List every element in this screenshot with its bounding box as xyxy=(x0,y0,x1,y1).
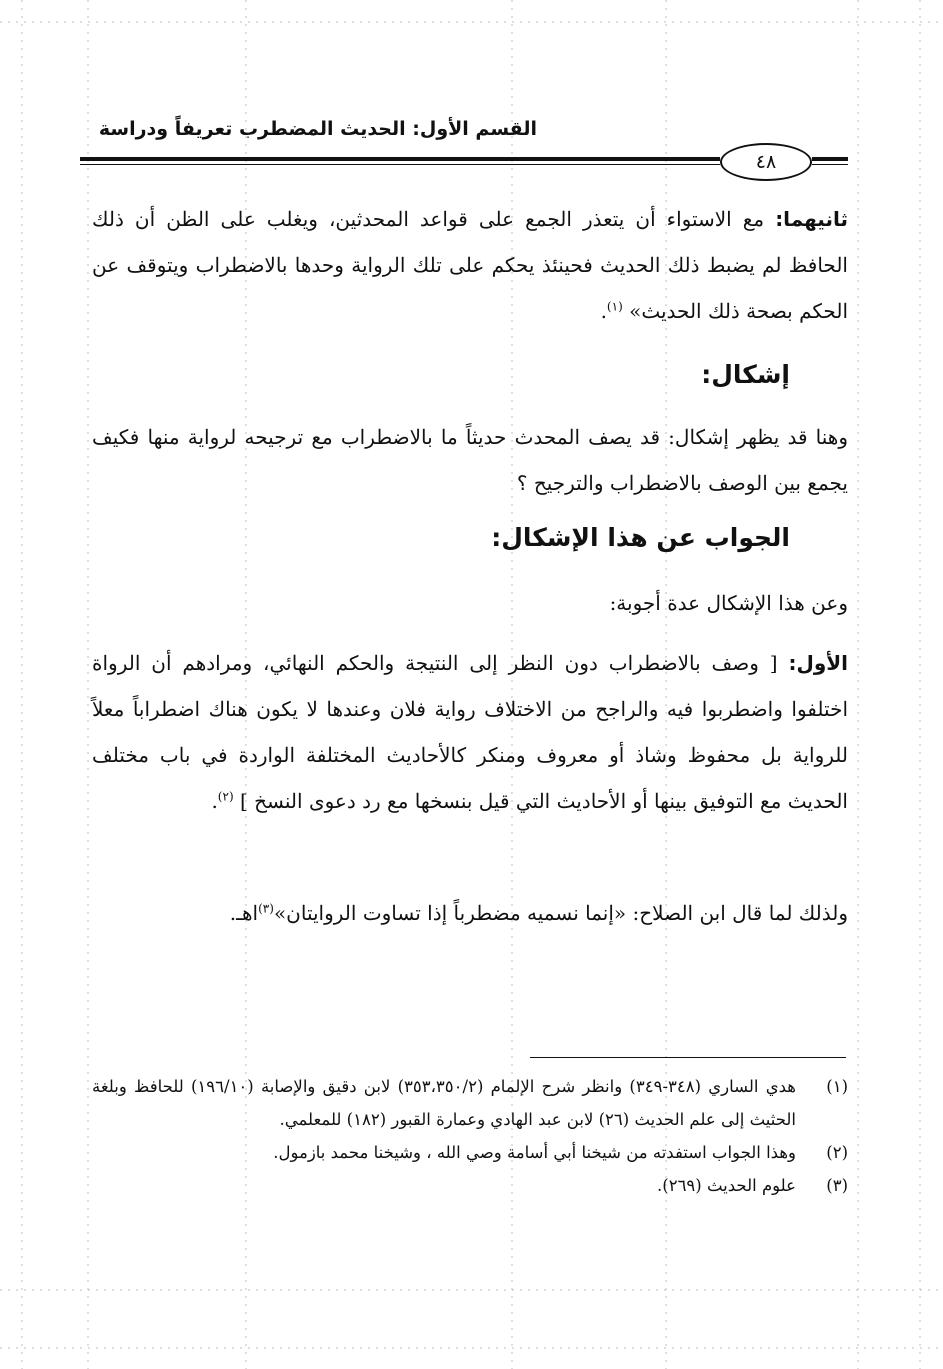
section-heading-problem: إشكال: xyxy=(701,360,790,389)
paragraph-text: وهنا قد يظهر إشكال: قد يصف المحدث حديثاً ما بالاضطراب مع ترجيحه لرواية منها فكيف يجمع بين الوصف بالاضطراب والترجيح ؟ xyxy=(92,425,848,495)
footnote-item xyxy=(92,1136,848,1169)
paragraph-lead: الأول: xyxy=(788,651,848,675)
paragraph-text: وعن هذا الإشكال عدة أجوبة: xyxy=(609,591,848,615)
footnote-item xyxy=(92,1070,848,1136)
footnote-ref-3: (٣) xyxy=(258,901,274,916)
paragraph-second-case xyxy=(92,196,848,334)
paragraph-end: . xyxy=(600,299,607,323)
header-rule-thin xyxy=(80,164,720,165)
page-number-text: ٤٨ xyxy=(755,151,777,173)
footnote-number: (١) xyxy=(826,1077,848,1096)
header-rule-right xyxy=(812,157,848,161)
paragraph-lead: ثانيهما: xyxy=(775,207,848,231)
footnote-text: وهذا الجواب استفدته من شيخنا أبي أسامة وصي الله ، وشيخنا محمد بازمول. xyxy=(273,1143,796,1162)
paragraph-text: مع الاستواء أن يتعذر الجمع على قواعد المحدثين، ويغلب على الظن أن ذلك الحافظ لم يضبط ذلك الحديث فحينئذ يحكم على تلك الرواية وحدها بالاضطراب ويتوقف عن الحكم بصحة ذلك الحديث» xyxy=(92,207,848,323)
paragraph-problem xyxy=(92,414,848,506)
footnote-text: هدي الساري (٣٤٨-٣٤٩) وانظر شرح الإلمام (٣٥٣،٣٥٠/٢) لابن دقيق والإصابة (١٩٦/١٠) للحافظ وبلغة الحثيث إلى علم الحديث (٢٦) لابن عبد الهادي وعمارة القبور (١٨٢) للمعلمي. xyxy=(92,1077,796,1129)
footnote-separator xyxy=(530,1057,846,1058)
paragraph-ibn-salah xyxy=(92,890,848,936)
paragraph-text: [ وصف بالاضطراب دون النظر إلى النتيجة والحكم النهائي، ومرادهم أن الرواة اختلفوا واضطربوا فيه والراجح من الاختلاف رواية فلان وعندها لا يكون هناك اضطراباً معلاً للرواية بل محفوظ وشاذ أو معروف ومنكر كالأحاديث المختلفة الواردة في باب مختلف الحديث مع التوفيق بينها أو الأحاديث التي قيل بنسخها مع رد دعوى النسخ ] xyxy=(92,651,848,813)
page-number xyxy=(720,143,812,181)
footnote-ref-1: (١) xyxy=(606,299,623,314)
paragraph-first-answer xyxy=(92,640,848,824)
paragraph-end: . xyxy=(211,789,218,813)
header-rule-right-thin xyxy=(812,164,848,165)
paragraph-end: اهـ. xyxy=(229,901,259,925)
running-title: القسم الأول: الحديث المضطرب تعريفاً ودراسة xyxy=(98,118,537,140)
footnote-item xyxy=(92,1169,848,1202)
paragraph-text: ولذلك لما قال ابن الصلاح: «إنما نسميه مضطرباً إذا تساوت الروايتان» xyxy=(273,901,848,925)
header-rule xyxy=(80,157,720,161)
footnote-ref-2: (٢) xyxy=(217,789,234,804)
footnote-number: (٢) xyxy=(826,1143,848,1162)
section-heading-answer: الجواب عن هذا الإشكال: xyxy=(491,523,790,552)
paragraph-answers-intro xyxy=(92,580,848,626)
footnote-text: علوم الحديث (٢٦٩). xyxy=(657,1176,796,1195)
footnotes xyxy=(92,1070,848,1202)
footnote-number: (٣) xyxy=(826,1176,848,1195)
